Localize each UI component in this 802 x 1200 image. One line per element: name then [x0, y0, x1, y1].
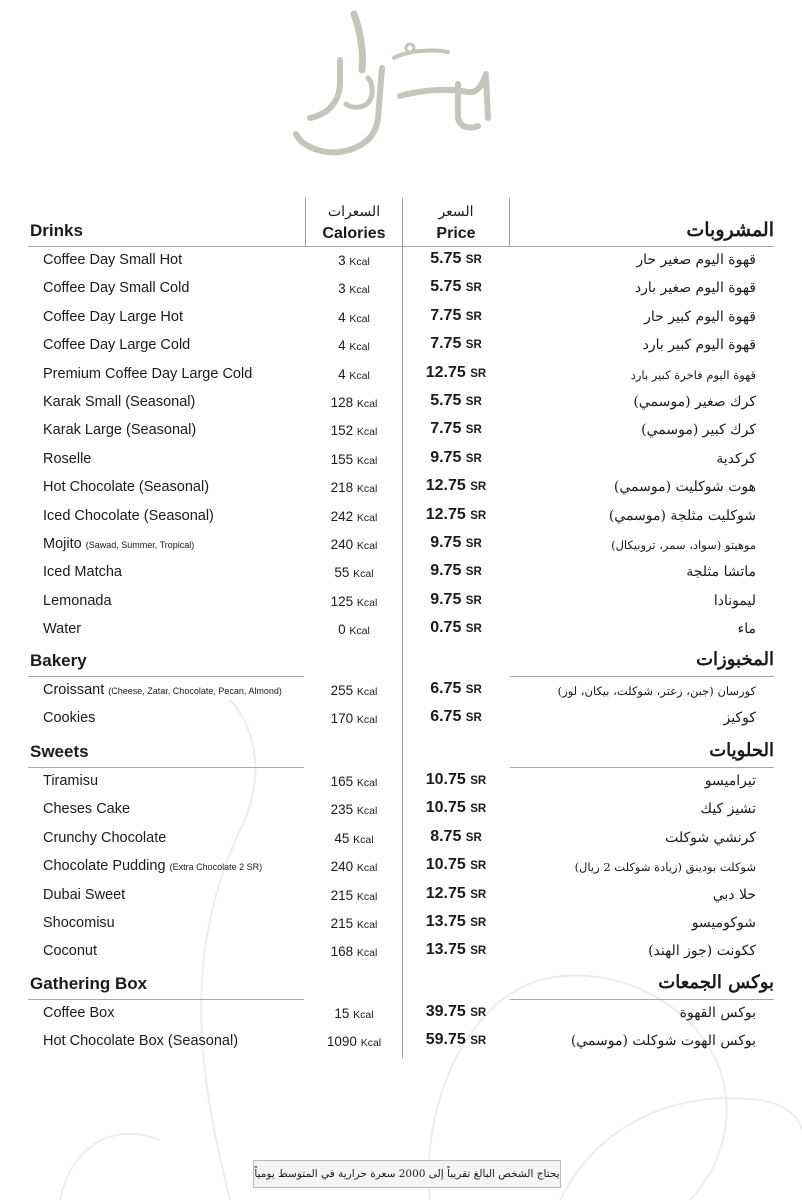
item-name-ar: كورسان (جبن، زعتر، شوكلت، بيكان، لوز) — [557, 684, 756, 698]
calories-value: 155 — [330, 451, 354, 467]
item-name: Coffee Box — [43, 1005, 115, 1021]
price-value: 5.75 — [430, 392, 462, 409]
item-calories — [306, 594, 402, 609]
item-calories — [306, 888, 402, 903]
price-value: 59.75 — [425, 1031, 466, 1049]
price-unit: SR — [465, 594, 482, 607]
item-name-en — [43, 887, 125, 903]
menu-item-row — [0, 881, 802, 909]
calories-column-header — [306, 202, 402, 244]
price-value: 12.75 — [425, 505, 466, 523]
item-calories — [306, 859, 402, 874]
menu-item-row — [0, 502, 802, 530]
calories-unit: Kcal — [356, 805, 378, 818]
item-name-ar: ماتشا مثلجة — [686, 564, 756, 581]
item-calories — [306, 1006, 402, 1021]
item-name: Iced Chocolate (Seasonal) — [43, 507, 214, 524]
item-calories — [306, 452, 402, 467]
menu-item-row — [0, 473, 802, 501]
menu-item-row — [0, 937, 802, 965]
price-value: 13.75 — [425, 913, 466, 930]
item-name: Hot Chocolate (Seasonal) — [43, 479, 210, 496]
calories-unit: Kcal — [356, 511, 378, 524]
item-calories — [306, 338, 402, 353]
price-value: 9.75 — [430, 590, 462, 608]
price-unit: SR — [470, 1007, 487, 1019]
menu-item-row — [0, 587, 802, 615]
price-unit: SR — [470, 1035, 487, 1048]
item-price — [403, 619, 509, 637]
item-name-ar: كرك كبير (موسمي) — [641, 422, 756, 439]
calories-value: 170 — [330, 711, 354, 727]
calories-unit: Kcal — [356, 777, 378, 789]
calories-unit: Kcal — [349, 312, 370, 325]
price-unit: SR — [470, 860, 487, 873]
section-title-sweets-ar: الحلويات — [709, 740, 774, 761]
price-unit: SR — [465, 310, 482, 323]
item-name-en — [43, 830, 166, 846]
item-name-en — [43, 422, 196, 438]
calories-value: 125 — [330, 593, 354, 609]
item-name: Dubai Sweet — [43, 886, 126, 903]
calories-unit: Kcal — [353, 833, 374, 846]
calories-header-en: Calories — [322, 225, 386, 242]
price-header-en: Price — [436, 225, 476, 242]
item-calories — [306, 711, 402, 726]
price-header-ar: السعر — [438, 204, 474, 220]
price-unit: SR — [465, 712, 482, 725]
item-name-ar: ككونت (جوز الهند) — [648, 943, 756, 960]
item-name: Coffee Day Small Cold — [43, 280, 190, 297]
section-title-drinks: Drinks — [30, 221, 83, 240]
price-value: 6.75 — [430, 680, 462, 697]
item-calories — [306, 395, 402, 410]
item-calories — [306, 565, 402, 580]
menu-item-row — [0, 530, 802, 558]
calories-unit: Kcal — [353, 568, 374, 581]
calories-value: 3 — [338, 281, 346, 297]
item-name: Crunchy Chocolate — [43, 829, 167, 846]
item-calories — [306, 537, 402, 552]
calories-unit: Kcal — [356, 890, 378, 903]
calories-value: 242 — [330, 508, 354, 524]
price-value: 9.75 — [430, 448, 462, 466]
calories-value: 215 — [330, 916, 354, 931]
item-name: Coconut — [43, 943, 98, 960]
item-price — [403, 392, 509, 410]
item-name-en — [43, 309, 183, 325]
calories-unit: Kcal — [349, 256, 370, 268]
calories-unit: Kcal — [356, 454, 378, 467]
item-price — [403, 771, 509, 789]
item-name: Tiramisu — [43, 773, 99, 789]
menu-item-row — [0, 331, 802, 359]
item-name-ar: ماء — [737, 621, 756, 638]
item-price — [403, 364, 509, 382]
item-price — [403, 591, 509, 609]
calories-unit: Kcal — [353, 1009, 374, 1021]
price-value: 12.75 — [425, 363, 466, 381]
column-divider — [305, 198, 306, 246]
calories-value: 218 — [330, 480, 354, 496]
item-name: Hot Chocolate Box (Seasonal) — [43, 1033, 239, 1050]
price-value: 0.75 — [430, 619, 462, 637]
price-unit: SR — [465, 831, 482, 844]
price-value: 12.75 — [425, 884, 466, 902]
price-unit: SR — [470, 803, 487, 816]
calories-value: 55 — [334, 565, 350, 581]
calories-unit: Kcal — [356, 398, 378, 410]
price-value: 39.75 — [425, 1003, 466, 1020]
calories-unit: Kcal — [356, 596, 378, 609]
calories-value: 1090 — [326, 1034, 357, 1050]
column-divider — [509, 198, 510, 246]
calories-value: 152 — [330, 423, 354, 439]
item-price — [403, 449, 509, 467]
calories-value: 168 — [330, 944, 354, 960]
item-calories — [306, 831, 402, 846]
calories-unit: Kcal — [349, 341, 370, 354]
price-unit: SR — [465, 339, 482, 352]
item-price — [403, 477, 509, 495]
menu-item-row — [0, 909, 802, 937]
item-price — [403, 856, 509, 874]
menu-item-row — [0, 246, 802, 274]
price-unit: SR — [470, 509, 487, 522]
price-unit: SR — [465, 566, 482, 579]
item-name-ar: كرك صغير (موسمي) — [633, 394, 756, 410]
item-price — [403, 420, 509, 438]
item-calories — [306, 1034, 402, 1049]
item-calories — [306, 310, 402, 325]
item-name-en — [43, 564, 122, 580]
item-price — [403, 680, 509, 698]
item-name: Karak Large (Seasonal) — [43, 422, 197, 439]
item-name-ar: كركدية — [716, 450, 756, 467]
price-unit: SR — [465, 452, 482, 465]
calories-unit: Kcal — [360, 1037, 382, 1050]
menu-item-row — [0, 704, 802, 732]
item-calories — [306, 944, 402, 959]
item-calories — [306, 480, 402, 495]
price-unit: SR — [470, 481, 487, 494]
item-name-en — [43, 801, 130, 817]
item-name-en — [43, 508, 214, 524]
menu-item-row — [0, 416, 802, 444]
price-value: 10.75 — [425, 771, 466, 788]
item-note: (Sawad, Summer, Tropical) — [85, 540, 195, 550]
item-name-en — [43, 943, 97, 959]
item-name-en — [43, 773, 98, 789]
item-name: Karak Small (Seasonal) — [43, 394, 196, 410]
price-unit: SR — [470, 888, 487, 901]
item-name: Coffee Day Small Hot — [43, 252, 183, 268]
calories-value: 235 — [330, 802, 354, 818]
item-name-ar: شوكليت مثلجة (موسمي) — [608, 507, 756, 524]
item-price — [403, 941, 509, 959]
calories-value: 0 — [338, 622, 346, 638]
price-column-header — [403, 202, 509, 244]
price-unit: SR — [465, 396, 482, 408]
item-calories — [306, 281, 402, 296]
price-unit: SR — [465, 254, 482, 266]
price-unit: SR — [470, 367, 487, 380]
item-name-ar: شوكوميسو — [691, 915, 756, 931]
price-value: 6.75 — [430, 708, 462, 726]
item-price — [403, 885, 509, 903]
section-title-sweets: Sweets — [30, 742, 89, 761]
calories-value: 3 — [338, 253, 346, 268]
item-name-en — [43, 593, 112, 609]
price-value: 13.75 — [425, 941, 466, 959]
item-name-ar: حلا دبي — [712, 886, 756, 903]
price-unit: SR — [465, 282, 482, 295]
item-name-ar: بوكس القهوة — [679, 1005, 756, 1021]
menu-item-row — [0, 388, 802, 416]
section-title-bakery-ar: المخبوزات — [696, 649, 774, 670]
item-name: Shocomisu — [43, 915, 115, 931]
item-name-ar: قهوة اليوم صغير حار — [636, 252, 756, 268]
price-unit: SR — [465, 623, 482, 636]
price-value: 7.75 — [430, 420, 462, 438]
item-price — [403, 307, 509, 325]
item-note: (Cheese, Zatar, Chocolate, Pecan, Almond) — [108, 686, 282, 696]
item-calories — [306, 253, 402, 268]
menu-item-row — [0, 445, 802, 473]
item-name-en — [43, 479, 209, 495]
price-unit: SR — [465, 538, 482, 550]
calories-value: 4 — [338, 309, 346, 325]
item-calories — [306, 367, 402, 382]
item-name-en — [43, 366, 252, 382]
calories-unit: Kcal — [356, 426, 378, 439]
price-value: 5.75 — [430, 278, 462, 296]
calories-value: 165 — [330, 774, 354, 789]
item-price — [403, 913, 509, 931]
footer-calorie-note: يحتاج الشخص البالغ تقريباً إلى 2000 سعرة حرارية في المتوسط يومياً — [253, 1160, 561, 1188]
item-name: Cookies — [43, 710, 96, 727]
calories-header-ar: السعرات — [327, 204, 381, 220]
item-name-en — [43, 252, 182, 268]
calories-unit: Kcal — [349, 369, 370, 382]
price-value: 12.75 — [425, 477, 466, 495]
item-price — [403, 335, 509, 353]
item-price — [403, 1031, 509, 1049]
menu-item-row — [0, 360, 802, 388]
item-name: Premium Coffee Day Large Cold — [43, 365, 253, 382]
item-name-ar: شوكلت بودينق (زيادة شوكلت 2 ريال) — [574, 860, 756, 875]
item-name-ar: كرنشي شوكلت — [665, 829, 756, 846]
item-price — [403, 534, 509, 552]
item-price — [403, 828, 509, 846]
item-name-en — [43, 1005, 114, 1021]
item-name: Coffee Day Large Hot — [43, 308, 183, 325]
item-price — [403, 278, 509, 296]
price-unit: SR — [465, 684, 482, 696]
price-unit: SR — [470, 775, 487, 787]
section-title-bakery: Bakery — [30, 651, 87, 670]
calories-unit: Kcal — [349, 625, 370, 638]
item-name-en — [43, 915, 115, 931]
item-name-en — [43, 710, 95, 726]
menu-item-row — [0, 303, 802, 331]
item-name: Cheses Cake — [43, 801, 131, 818]
item-calories — [306, 622, 402, 637]
item-name: Iced Matcha — [43, 564, 122, 581]
price-value: 7.75 — [430, 335, 462, 353]
menu-item-row — [0, 1027, 802, 1055]
menu-item-row — [0, 999, 802, 1027]
price-value: 10.75 — [425, 856, 466, 874]
item-name-ar: موهيتو (سواد، سمر، تروبيكال) — [611, 538, 756, 552]
item-calories — [306, 774, 402, 789]
menu-item-row — [0, 274, 802, 302]
price-unit: SR — [470, 945, 487, 958]
price-value: 8.75 — [430, 827, 462, 845]
item-name: Croissant — [43, 682, 105, 698]
item-note: (Extra Chocolate 2 SR) — [169, 862, 263, 873]
item-name-ar: ليمونادا — [713, 592, 756, 609]
calories-unit: Kcal — [356, 686, 378, 698]
item-price — [403, 1003, 509, 1021]
item-name: Chocolate Pudding — [43, 858, 166, 875]
calories-value: 255 — [330, 683, 354, 698]
item-calories — [306, 683, 402, 698]
calories-unit: Kcal — [356, 540, 378, 552]
calories-unit: Kcal — [356, 714, 378, 727]
menu-item-row — [0, 824, 802, 852]
price-unit: SR — [465, 424, 482, 437]
item-name-en — [43, 621, 81, 637]
price-value: 10.75 — [425, 799, 466, 817]
calories-unit: Kcal — [356, 919, 378, 931]
calories-value: 240 — [330, 859, 354, 875]
menu-item-row — [0, 676, 802, 704]
item-name-ar: قهوة اليوم فاخرة كبير بارد — [630, 367, 756, 382]
item-name-en — [43, 682, 282, 698]
item-price — [403, 250, 509, 268]
section-title-gathering-box-ar: بوكس الجمعات — [658, 972, 774, 993]
calories-unit: Kcal — [356, 947, 378, 960]
price-unit: SR — [470, 917, 487, 929]
calories-value: 128 — [330, 395, 354, 410]
item-calories — [306, 509, 402, 524]
item-calories — [306, 423, 402, 438]
item-name-en — [43, 536, 194, 552]
calories-value: 215 — [330, 887, 354, 903]
item-name-en — [43, 451, 91, 467]
item-name-en — [43, 394, 195, 410]
section-title-gathering-box: Gathering Box — [30, 974, 148, 993]
calories-value: 15 — [334, 1006, 350, 1021]
item-name-ar: قهوة اليوم كبير بارد — [642, 337, 756, 354]
price-value: 9.75 — [430, 534, 462, 551]
item-name-ar: قهوة اليوم صغير بارد — [634, 280, 756, 297]
calories-value: 45 — [334, 830, 350, 846]
item-name: Water — [43, 621, 82, 638]
price-value: 7.75 — [430, 306, 462, 324]
item-name-ar: هوت شوكليت (موسمي) — [613, 479, 756, 496]
item-price — [403, 799, 509, 817]
item-name-ar: تيراميسو — [704, 773, 756, 789]
item-name-ar: قهوة اليوم كبير حار — [644, 308, 756, 325]
item-name: Roselle — [43, 450, 92, 467]
item-price — [403, 506, 509, 524]
item-name-ar: كوكيز — [723, 710, 756, 727]
item-name-en — [43, 280, 189, 296]
calories-unit: Kcal — [356, 862, 378, 875]
menu-item-row — [0, 558, 802, 586]
item-name-en — [43, 337, 190, 353]
calories-unit: Kcal — [356, 483, 378, 496]
item-name: Mojito — [43, 536, 82, 552]
item-calories — [306, 802, 402, 817]
section-title-drinks-ar: المشروبات — [686, 219, 774, 241]
item-name: Coffee Day Large Cold — [43, 337, 191, 354]
item-name-en — [43, 1033, 238, 1049]
menu-item-row — [0, 615, 802, 643]
price-value: 9.75 — [430, 562, 462, 580]
item-price — [403, 708, 509, 726]
item-calories — [306, 916, 402, 931]
item-name-ar: بوكس الهوت شوكلت (موسمي) — [570, 1033, 756, 1050]
item-name-ar: تشيز كيك — [700, 801, 756, 818]
logo-mark — [280, 8, 520, 168]
menu-item-row — [0, 767, 802, 795]
calories-value: 4 — [338, 338, 346, 354]
item-price — [403, 562, 509, 580]
calories-value: 240 — [330, 537, 354, 552]
menu-item-row — [0, 852, 802, 880]
menu-item-row — [0, 795, 802, 823]
price-value: 5.75 — [430, 250, 462, 267]
calories-value: 4 — [338, 366, 346, 382]
item-name-en — [43, 858, 262, 874]
item-name: Lemonada — [43, 592, 112, 609]
calories-unit: Kcal — [349, 284, 370, 297]
